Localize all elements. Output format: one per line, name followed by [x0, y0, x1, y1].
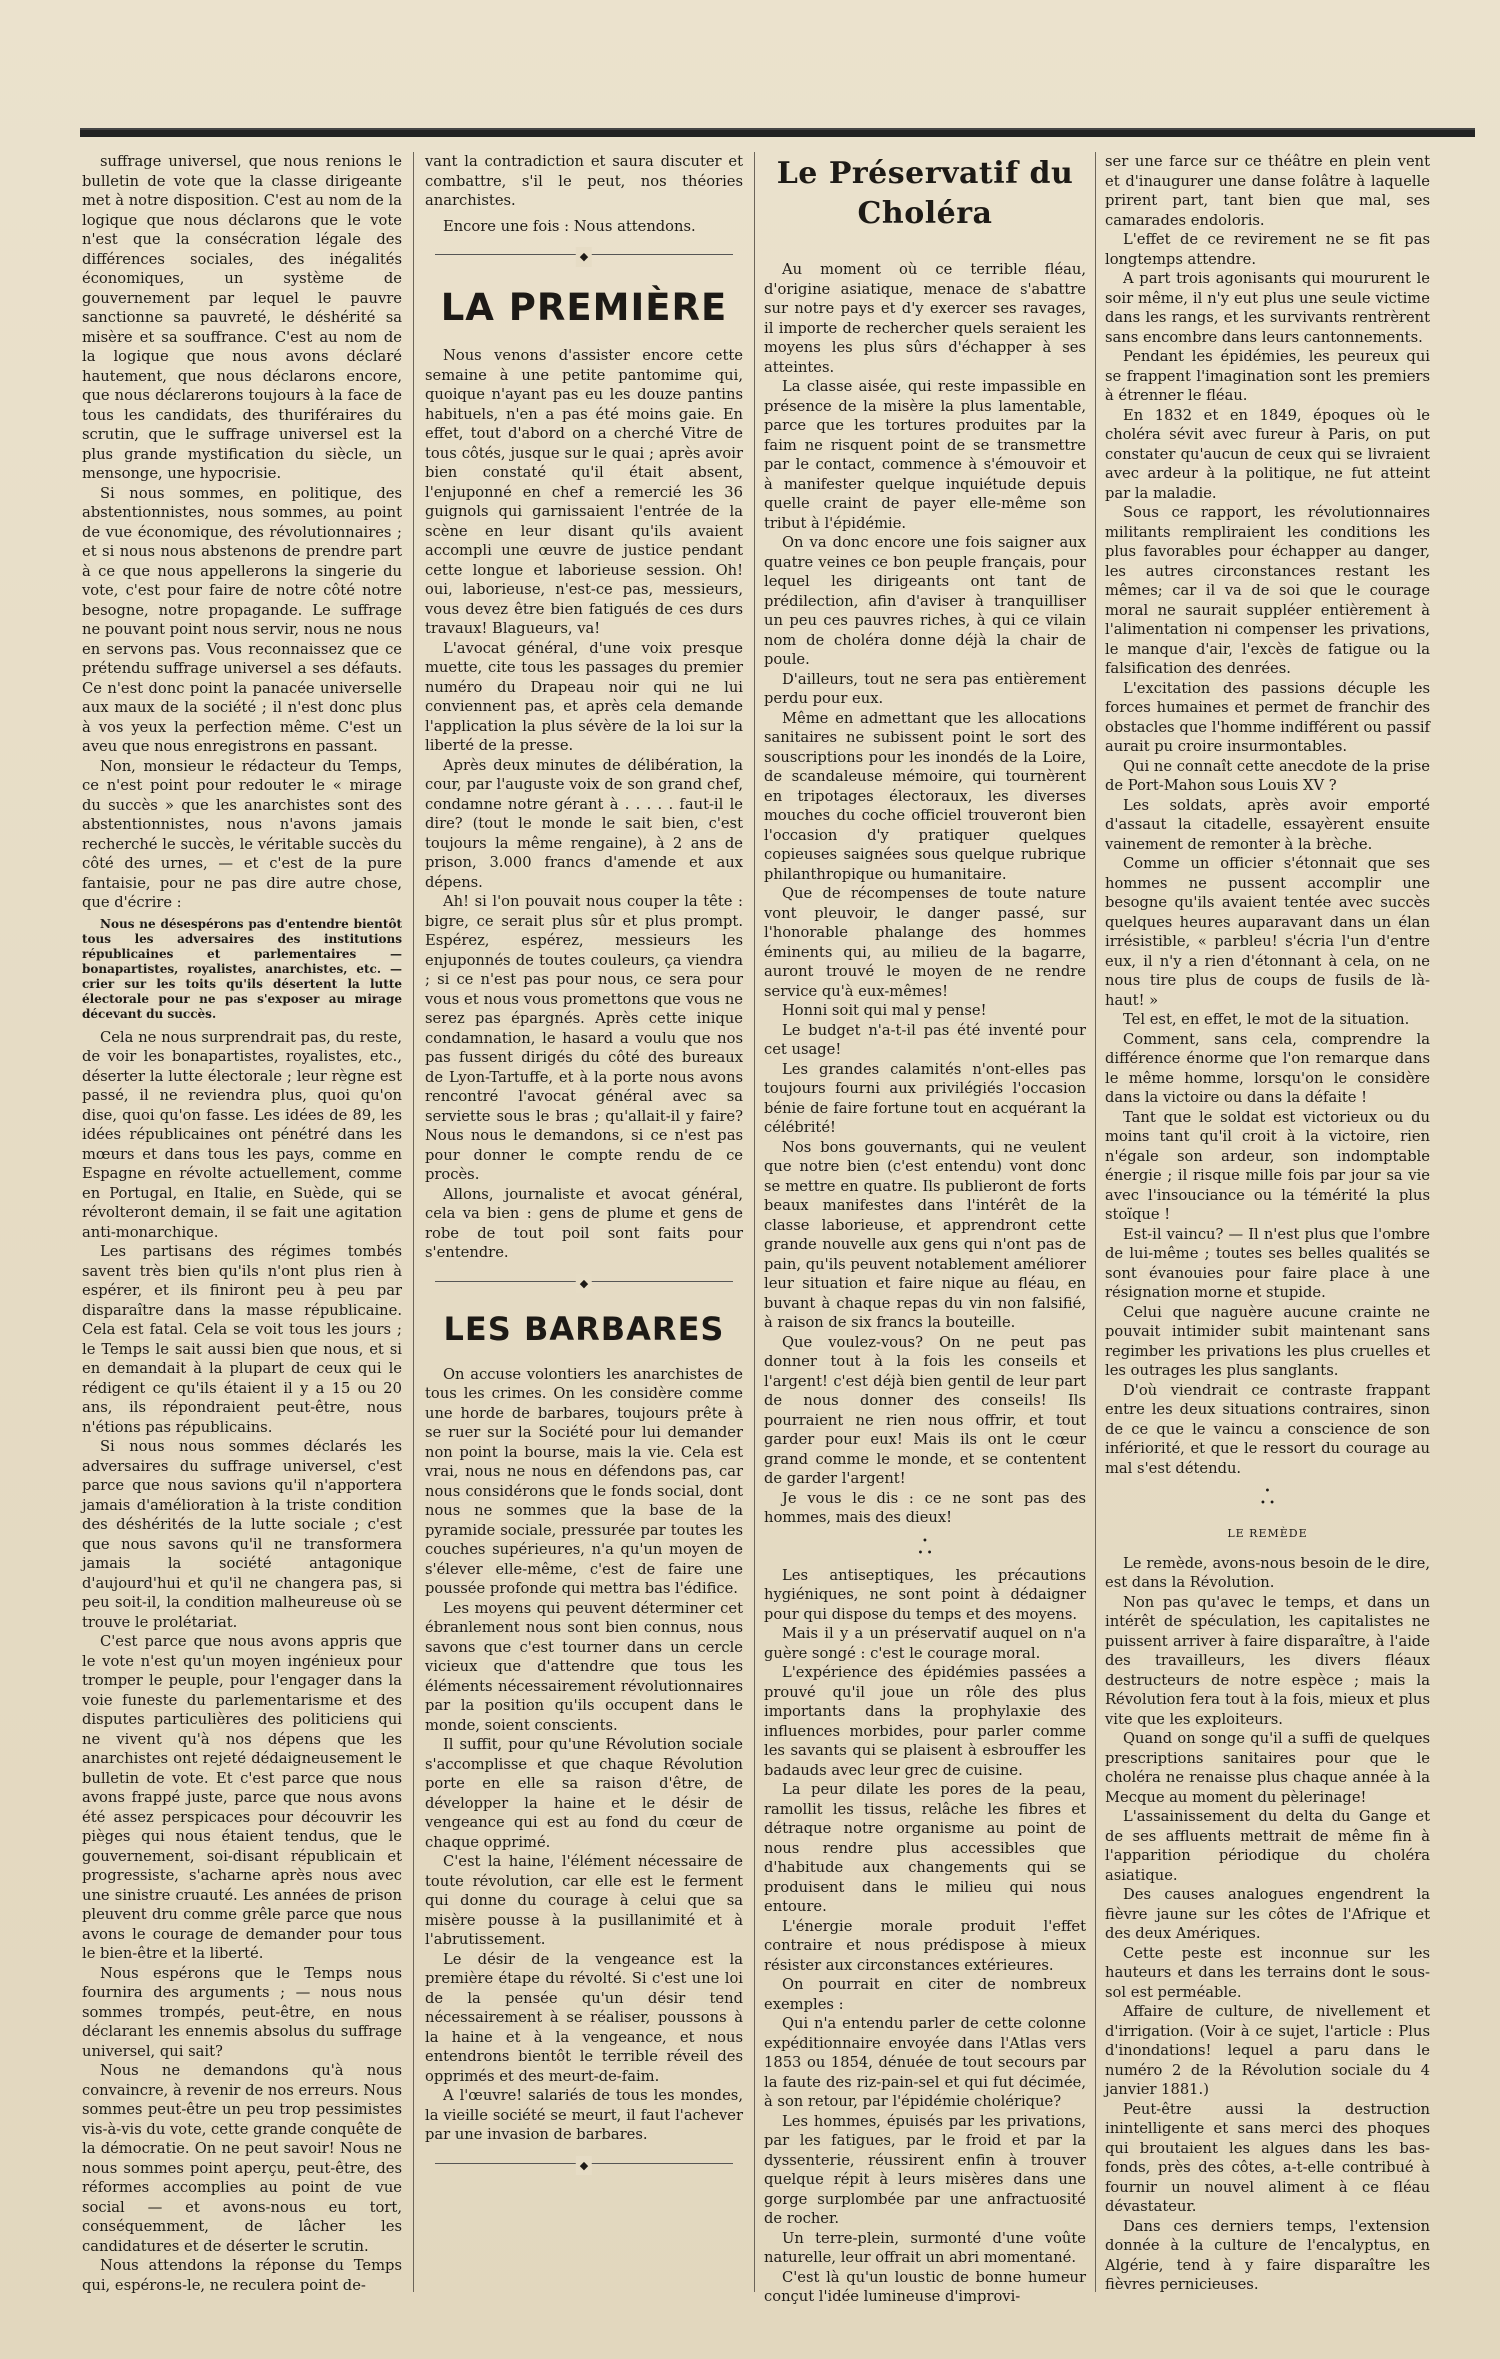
section-break-stars: • • •	[917, 1535, 933, 1559]
paragraph: ser une farce sur ce théâtre en plein vent et d'inaugurer une danse folâtre à laquelle prirent part, tant bien que mal, ses camarades endoloris.	[1105, 153, 1430, 229]
paragraph: On va donc encore une fois saigner aux quatre veines ce bon peuple français, pour lequel les dirigeants ont tant de prédilection, afin d'aviser à tranquilliser un peu ces pauvres riches, à qui ce vilain nom de choléra donne déjà la chair de poule.	[764, 534, 1086, 668]
signoff: Encore une fois : Nous attendons.	[443, 217, 696, 235]
paragraph: Les moyens qui peuvent déterminer cet ébranlement nous sont bien connus, nous savons que c'est tourner dans un cercle vicieux que d'attendre que tous les éléments nécessairement révolutionnaires par la position qu'ils occupent dans le monde, soient conscients.	[425, 1599, 743, 1734]
paragraph: Quand on songe qu'il a suffi de quelques prescriptions sanitaires pour que le choléra ne renaisse plus chaque année à la Mecque au moment du pèlerinage!	[1105, 1730, 1430, 1806]
paragraph: C'est la haine, l'élément nécessaire de toute révolution, car elle est le ferment qui donne du courage à celui que sa misère pousse à la pusillanimité et à l'abrutissement.	[425, 1853, 743, 1948]
headline-la-premiere: LA PREMIÈRE	[440, 286, 728, 329]
headline-preservatif-du-cholera: Le Préservatif du Choléra	[776, 156, 1074, 231]
paragraph: C'est là qu'un loustic de bonne humeur conçut l'idée lumineuse d'improvi-	[764, 2268, 1086, 2305]
paragraph: Comme un officier s'étonnait que ses hommes ne pussent accomplir une besogne qu'ils avaient tentée avec succès quelques heures auparavant dans un élan irrésistible, « parbleu! s'écria l'un d'entre eux, il n'y a rien d'étonnant à cela, on ne nous tire plus de coups de fusils de là-haut! »	[1105, 855, 1430, 1009]
paragraph: Le remède, avons-nous besoin de le dire, est dans la Révolution.	[1105, 1554, 1430, 1591]
paragraph: L'assainissement du delta du Gange et de ses affluents mettrait de même fin à l'apparition périodique du choléra asiatique.	[1105, 1808, 1430, 1884]
section-divider: ◆	[425, 2153, 743, 2175]
paragraph: Non pas qu'avec le temps, et dans un intérêt de spéculation, les capitalistes ne puissent arriver à faire disparaître, à l'aide des travailleurs, les divers fléaux destructeurs de notre espèce ; mais la Révolution fera tout à la fois, mieux et plus vite que les exploiteurs.	[1105, 1593, 1430, 1728]
paragraph: Le budget n'a-t-il pas été inventé pour cet usage!	[764, 1021, 1086, 1058]
paragraph: Un terre-plein, surmonté d'une voûte naturelle, leur offrait un abri momentané.	[764, 2229, 1086, 2266]
paragraph: Nous ne demandons qu'à nous convaincre, à revenir de nos erreurs. Nous sommes peut-être un peu trop pessimistes vis-à-vis du vote, cette grande conquête de la démocratie. On ne peut savoir! Nous ne nous sommes point aperçu, peut-être, des réformes accomplies au point de vue social — et avons-nous eu tort, conséquemment, de lâcher les candidatures et de déserter le scrutin.	[82, 2062, 402, 2255]
paragraph: Sous ce rapport, les révolutionnaires militants rempliraient les conditions les plus favorables pour échapper au danger, les autres circonstances restant les mêmes; car il va de soi que le courage moral ne saurait suppléer entièrement à l'alimentation ni compenser les privations, le manque d'air, l'excès de fatigue ou la falsification des denrées.	[1105, 504, 1430, 677]
paragraph: L'avocat général, d'une voix presque muette, cite tous les passages du premier numéro du Drapeau noir qui ne lui conviennent pas, et après cela demande l'application la plus sévère de la loi sur la liberté de la presse.	[425, 639, 743, 754]
paragraph: Il suffit, pour qu'une Révolution sociale s'accomplisse et que chaque Révolution porte en elle sa raison d'être, de développer la haine et le désir de vengeance qui est au fond du cœur de chaque opprimé.	[425, 1736, 743, 1851]
paragraph: D'ailleurs, tout ne sera pas entièrement perdu pour eux.	[764, 670, 1086, 707]
paragraph: Même en admettant que les allocations sanitaires ne subissent point le sort des souscriptions pour les inondés de la Loire, de scandaleuse mémoire, qui tournèrent en tripotages électoraux, les diverses mouches du coche officiel trouveront bien l'occasion d'y pratiquer quelques copieuses saignées sous quelque rubrique philanthropique ou humanitaire.	[764, 709, 1086, 883]
column-2	[425, 152, 743, 2183]
paragraph: On accuse volontiers les anarchistes de tous les crimes. On les considère comme une horde de barbares, toujours prête à se ruer sur la Société pour lui demander non point la bourse, mais la vie. Cela est vrai, nous ne nous en défendons pas, car nous considérons que le fonds social, dont nous ne sommes que la base de la pyramide sociale, pressurée par toutes les couches supérieures, n'a qu'un moyen de s'élever elle-même, c'est de faire une poussée profonde qui mettra bas l'édifice.	[425, 1365, 743, 1597]
paragraph: Nous attendons la réponse du Temps qui, espérons-le, ne reculera point de-	[82, 2257, 402, 2294]
paragraph: Je vous le dis : ce ne sont pas des hommes, mais des dieux!	[764, 1489, 1086, 1526]
headline-les-barbares: LES BARBARES	[443, 1309, 725, 1348]
paragraph: Ah! si l'on pouvait nous couper la tête : bigre, ce serait plus sûr et plus prompt. Espérez, espérez, messieurs les enjuponnés de toutes couleurs, ça viendra ; si ce n'est pas pour nous, ce sera pour vous et nous vous promettons que vous ne serez pas épargnés. Après cette inique condamnation, le hasard a voulu que nos pas fussent dirigés du côté des bureaux de Lyon-Tartuffe, et à la porte nous avons rencontré l'avocat général avec sa serviette sous le bras ; qu'allait-il y faire? Nous nous le demandons, si ce n'est pas pour donner le compte rendu de ce procès.	[425, 893, 743, 1183]
column-4	[1105, 152, 1430, 2295]
paragraph: Nous espérons que le Temps nous fournira des arguments ; — nous nous sommes trompés, peut-être, en nous déclarant les ennemis absolus du suffrage universel, qui sait?	[82, 1964, 402, 2060]
paragraph: A l'œuvre! salariés de tous les mondes, la vieille société se meurt, il faut l'achever par une invasion de barbares.	[425, 2087, 743, 2143]
paragraph: D'où viendrait ce contraste frappant entre les deux situations contraires, sinon de ce que le vaincu a conscience de son infériorité, et que le ressort du courage au mal s'est détendu.	[1105, 1381, 1430, 1477]
column-3	[764, 152, 1086, 2307]
paragraph: On pourrait en citer de nombreux exemples :	[764, 1976, 1086, 2013]
paragraph: Si nous nous sommes déclarés les adversaires du suffrage universel, c'est parce que nous savions qu'il n'apportera jamais d'amélioration à la triste condition des déshérités de la lutte sociale ; c'est que nous savons qu'il ne transformera jamais la société antagonique d'aujourd'hui et qu'il ne changera pas, si peu soit-il, la condition malheureuse où se trouve le prolétariat.	[82, 1438, 402, 1631]
paragraph: Non, monsieur le rédacteur du Temps, ce n'est point pour redouter le « mirage du succès » que les anarchistes sont des abstentionnistes, nous n'avons jamais recherché le succès, le véritable succès du côté des urnes, — et c'est de la pure fantaisie, pour ne pas dire autre chose, que d'écrire :	[82, 757, 402, 911]
paragraph: Cette peste est inconnue sur les hauteurs et dans les terrains dont le sous-sol est perméable.	[1105, 1944, 1430, 2001]
paragraph: Dans ces derniers temps, l'extension donnée à la culture de l'encalyptus, en Algérie, tend à y faire disparaître les fièvres pernicieuses.	[1105, 2217, 1430, 2293]
paragraph: Nous venons d'assister encore cette semaine à une petite pantomime qui, quoique n'ayant pas eu les douze pantins habituels, n'en a pas été moins gaie. En effet, tout d'abord on a cherché Vitre de tous côtés, jusque sur le quai ; après avoir bien constaté qu'il était absent, l'enjuponné en chef a remercié les 36 guignols qui garnissaient l'entrée de la scène en leur disant qu'ils avaient accompli une œuvre de justice pendant cette longue et laborieuse session. Oh! oui, laborieuse, n'est-ce pas, messieurs, vous devez être bien fatigués de ces durs travaux! Blagueurs, va!	[425, 347, 743, 637]
paragraph: Mais il y a un préservatif auquel on n'a guère songé : c'est le courage moral.	[764, 1625, 1086, 1662]
paragraph: Des causes analogues engendrent la fièvre jaune sur les côtes de l'Afrique et des deux Amériques.	[1105, 1886, 1430, 1942]
column-divider	[413, 152, 414, 2292]
paragraph: L'excitation des passions décuple les forces humaines et permet de franchir des obstacles que l'homme indifférent ou passif aurait pu croire insurmontables.	[1105, 679, 1430, 755]
paragraph: Celui que naguère aucune crainte ne pouvait intimider subit maintenant sans regimber les privations les plus cruelles et les outrages les plus sanglants.	[1105, 1303, 1430, 1379]
paragraph: Qui n'a entendu parler de cette colonne expéditionnaire envoyée dans l'Atlas vers 1853 ou 1854, dénuée de tout secours par la faute des riz-pain-sel et qui fut décimée, à son retour, par l'épidémie cholérique?	[764, 2015, 1086, 2110]
paragraph: C'est parce que nous avons appris que le vote n'est qu'un moyen ingénieux pour tromper le peuple, pour l'engager dans la voie funeste du parlementarisme et des disputes particulières des politiciens qui ne vivent qu'à nos dépens que les anarchistes ont rejeté dédaigneusement le bulletin de vote. Et c'est parce que nous avons frappé juste, parce que nous avons été assez perspicaces pour découvrir les pièges qui nous étaient tendus, que le gouvernement, soi-disant républicain et progressiste, s'acharne après nous avec une sinistre cruauté. Les années de prison pleuvent dru comme grêle parce que nous avons le courage de demander pour tous le bien-être et la liberté.	[82, 1633, 402, 1962]
column-divider	[754, 152, 755, 2292]
paragraph: En 1832 et en 1849, époques où le choléra sévit avec fureur à Paris, on put constater qu'aucun de ceux qui se livraient avec ardeur à la politique, ne fut atteint par la maladie.	[1105, 406, 1430, 502]
paragraph: L'énergie morale produit l'effet contraire et nous prédispose à mieux résister aux circonstances extérieures.	[764, 1917, 1086, 1974]
paragraph: Cela ne nous surprendrait pas, du reste, de voir les bonapartistes, royalistes, etc., déserter la lutte électorale ; leur règne est passé, il ne reviendra plus, quoi qu'on dise, quoi qu'on fasse. Les idées de 89, les idées républicaines ont pénétré dans les mœurs et dans tous les pays, comme en Espagne en révolte actuellement, comme en Portugal, en Italie, en Suède, qui se révolteront demain, il se fait une agitation anti-monarchique.	[82, 1028, 402, 1241]
paragraph: Après deux minutes de délibération, la cour, par l'auguste voix de son grand chef, condamne notre gérant à . . . . . faut-il le dire? (tout le monde le sait bien, c'est toujours la même rengaine), à 2 ans de prison, 3.000 francs d'amende et aux dépens.	[425, 756, 743, 891]
paragraph: L'effet de ce revirement ne se fit pas longtemps attendre.	[1105, 231, 1430, 268]
paragraph: Allons, journaliste et avocat général, cela va bien : gens de plume et gens de robe de tout poil sont faits pour s'entendre.	[425, 1185, 743, 1261]
column-1	[82, 152, 402, 2295]
paragraph: Pendant les épidémies, les peureux qui se frappent l'imagination sont les premiers à étrenner le fléau.	[1105, 348, 1430, 404]
section-divider: ◆	[425, 244, 743, 266]
paragraph: L'expérience des épidémies passées a prouvé qu'il joue un rôle des plus importants dans la prophylaxie des influences morbides, pour parler comme les savants qui se plaisent à esbrouffer les badauds avec leur grec de cuisine.	[764, 1664, 1086, 1779]
paragraph: Peut-être aussi la destruction inintelligente et sans merci des phoques qui broutaient les algues dans les bas-fonds, près des côtes, a-t-elle contribué à fournir un nouvel aliment à ce fléau dévastateur.	[1105, 2100, 1430, 2215]
section-break-stars: • • •	[1260, 1486, 1275, 1509]
paragraph: Que de récompenses de toute nature vont pleuvoir, le danger passé, sur l'honorable phalange des hommes éminents qui, au milieu de la bagarre, auront trouvé le moyen de ne rendre service qu'à eux-mêmes!	[764, 885, 1086, 1000]
paragraph: Les partisans des régimes tombés savent très bien qu'ils n'ont plus rien à espérer, et ils finiront peu à peu par disparaître dans la masse républicaine. Cela est fatal. Cela se voit tous les jours ; le Temps le sait aussi bien que nous, et si en demandait à la plupart de ceux qui le rédigent ce qu'ils étaient il y a 15 ou 20 ans, ils répondraient peut-être, nous n'étions pas républicains.	[82, 1243, 402, 1436]
paragraph: Comment, sans cela, comprendre la différence énorme que l'on remarque dans le même homme, lorsqu'on le considère dans la victoire ou dans la défaite !	[1105, 1030, 1430, 1106]
paragraph: Qui ne connaît cette anecdote de la prise de Port-Mahon sous Louis XV ?	[1105, 757, 1430, 794]
paragraph: Les soldats, après avoir emporté d'assaut la citadelle, essayèrent ensuite vainement de remonter à la brèche.	[1105, 796, 1430, 853]
paragraph: suffrage universel, que nous renions le bulletin de vote que la classe dirigeante met à notre disposition. C'est au nom de la logique que nous déclarons que le vote n'est que la consécration légale des différences sociales, des inégalités économiques, un système de gouvernement par lequel le pauvre sanctionne sa pauvreté, le déshérité sa misère et sa souffrance. C'est au nom de la logique que nous avons déclaré hautement, que nous déclarons encore, que nous déclarerons toujours à la face de tous les candidats, des thuriféraires du scrutin, que le suffrage universel est la plus grande mystification du siècle, un mensonge, une hypocrisie.	[82, 153, 402, 482]
paragraph: La peur dilate les pores de la peau, ramollit les tissus, relâche les fibres et détraque notre organisme au point de nous rendre plus accessibles que d'habitude aux changements qui se produisent dans le milieu qui nous entoure.	[764, 1781, 1086, 1915]
paragraph: Honni soit qui mal y pense!	[782, 1002, 987, 1019]
quoted-excerpt: Nous ne désespérons pas d'entendre bientôt tous les adversaires des institutions républicaines et parlementaires — bonapartistes, royalistes, anarchistes, etc. — crier sur les toits qu'ils désertent la lutte électorale pour ne pas s'exposer au mirage décevant du succès.	[82, 916, 402, 1021]
paragraph: Les antiseptiques, les précautions hygiéniques, ne sont point à dédaigner pour qui dispose du temps et des moyens.	[764, 1566, 1086, 1623]
column-divider	[1095, 152, 1096, 2292]
paragraph: Que voulez-vous? On ne peut pas donner tout à la fois les conseils et l'argent! c'est déjà bien gentil de leur part de nous donner des conseils! Ils pourraient ne rien nous offrir, et tout garder pour eux! Mais ils ont le cœur grand comme le monde, et se contentent de garder l'argent!	[764, 1333, 1086, 1487]
paragraph: Si nous sommes, en politique, des abstentionnistes, nous sommes, au point de vue économique, des révolutionnaires ; et si nous nous abstenons de prendre part à ce que nous appellerons la singerie du vote, c'est pour faire de notre côté notre besogne, notre propagande. Le suffrage ne pouvant point nous servir, nous ne nous en servons pas. Vous reconnaissez que ce prétendu suffrage universel a ses défauts. Ce n'est donc point la panacée universelle aux maux de la société ; il n'est donc plus à vos yeux la perfection même. C'est un aveu que nous enregistrons en passant.	[82, 484, 402, 755]
paragraph: Est-il vaincu? — Il n'est plus que l'ombre de lui-même ; toutes ses belles qualités se sont évanouies pour faire place à une résignation morne et stupide.	[1105, 1225, 1430, 1301]
paragraph: Tant que le soldat est victorieux ou du moins tant qu'il croit à la victoire, rien n'égale son ardeur, son indomptable énergie ; il risque mille fois par jour sa vie avec l'insouciance ou la témérité la plus stoïque !	[1105, 1108, 1430, 1223]
paragraph: A part trois agonisants qui moururent le soir même, il n'y eut plus une seule victime dans les rangs, et les survivants rentrèrent sans encombre dans leurs cantonnements.	[1105, 270, 1430, 346]
paragraph: Tel est, en effet, le mot de la situation.	[1123, 1011, 1410, 1028]
section-divider: ◆	[425, 1271, 743, 1293]
paragraph: Affaire de culture, de nivellement et d'irrigation. (Voir à ce sujet, l'article : Plus d'inondations! lequel a paru dans le numéro 2 de la Révolution sociale du 4 janvier 1881.)	[1105, 2003, 1430, 2098]
subheading-le-remede: LE REMÈDE	[1227, 1527, 1308, 1540]
paragraph: Le désir de la vengeance est la première étape du révolté. Si c'est une loi de la pensée qu'un désir tend nécessairement à se réaliser, poussons à la haine et à la vengeance, et nous entendrons bientôt le terrible réveil des opprimés et des meurt-de-faim.	[425, 1950, 743, 2085]
top-rule	[80, 128, 1475, 137]
paragraph: Les hommes, épuisés par les privations, par les fatigues, par le froid et par la dyssenterie, réussirent enfin à trouver quelque répit à leurs misères dans une gorge surplombée par une anfractuosité de rocher.	[764, 2112, 1086, 2227]
paragraph: La classe aisée, qui reste impassible en présence de la misère la plus lamentable, parce que les tortures produites par la faim ne risquent point de se transmettre par le contact, commence à s'émouvoir et à manifester quelque inquiétude depuis quelle craint de payer elle-même son tribut à l'épidémie.	[764, 378, 1086, 532]
paragraph: Les grandes calamités n'ont-elles pas toujours fourni aux privilégiés l'occasion bénie de faire fortune tout en acquérant la célébrité!	[764, 1060, 1086, 1136]
paragraph: Nos bons gouvernants, qui ne veulent que notre bien (c'est entendu) vont donc se mettre en quatre. Ils publieront de forts beaux manifestes dans l'intérêt de la classe laborieuse, et apprendront cette grande nouvelle aux gens qui n'ont pas de pain, qu'ils peuvent notablement améliorer leur situation et faire nique au fléau, en buvant à chaque repas du vin non falsifié, à raison de six francs la bouteille.	[764, 1138, 1086, 1331]
paragraph: Au moment où ce terrible fléau, d'origine asiatique, menace de s'abattre sur notre pays et d'y exercer ses ravages, il importe de rechercher quels seraient les moyens les plus sûrs d'échapper à ses atteintes.	[764, 261, 1086, 376]
paragraph: vant la contradiction et saura discuter et combattre, s'il le peut, nos théories anarchistes.	[425, 153, 743, 209]
